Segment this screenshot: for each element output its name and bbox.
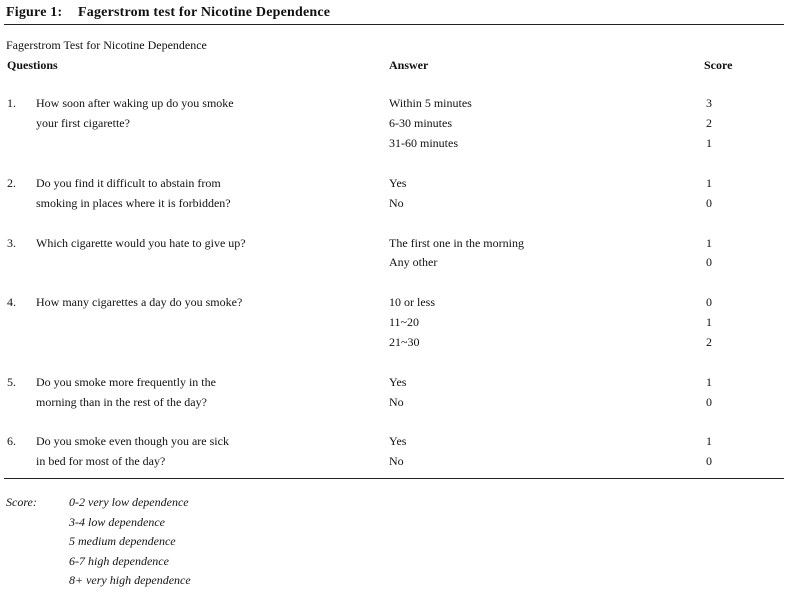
- question-text: [36, 93, 366, 133]
- answer-option: Within 5 minutes: [389, 96, 472, 110]
- answer-score: 2: [706, 335, 712, 349]
- question-text: [36, 292, 366, 312]
- question-text: [36, 431, 366, 471]
- answer-option: 31-60 minutes: [389, 136, 458, 150]
- answer-score: 0: [706, 295, 712, 309]
- question-number: 3.: [7, 236, 16, 250]
- question-line: smoking in places where it is forbidden?: [36, 196, 231, 210]
- question-line: How many cigarettes a day do you smoke?: [36, 295, 243, 309]
- question-text: [36, 372, 366, 412]
- question-line: in bed for most of the day?: [36, 454, 166, 468]
- answer-option: No: [389, 454, 404, 468]
- question-text: [36, 173, 366, 213]
- answer-score: 1: [706, 136, 712, 150]
- answer-option: 6-30 minutes: [389, 116, 452, 130]
- answer-score: 1: [706, 434, 712, 448]
- question-line: Do you find it difficult to abstain from: [36, 176, 221, 190]
- answer-score: 1: [706, 236, 712, 250]
- answer-score: 0: [706, 395, 712, 409]
- question-line: Do you smoke more frequently in the: [36, 375, 216, 389]
- figure-title: [6, 5, 330, 21]
- legend-item: 8+ very high dependence: [69, 573, 191, 587]
- answer-score: 0: [706, 255, 712, 269]
- answer-option: The first one in the morning: [389, 236, 524, 250]
- question-number: 1.: [7, 96, 16, 110]
- answer-score: 0: [706, 454, 712, 468]
- question-number: 5.: [7, 375, 16, 389]
- question-number: 4.: [7, 295, 16, 309]
- table-caption: Fagerstrom Test for Nicotine Dependence: [6, 38, 207, 52]
- answer-option: No: [389, 395, 404, 409]
- header-questions: Questions: [7, 58, 58, 72]
- question-text: [36, 233, 366, 253]
- answer-option: Yes: [389, 375, 407, 389]
- header-answer: Answer: [389, 58, 429, 72]
- question-line: How soon after waking up do you smoke: [36, 96, 234, 110]
- answer-score: 2: [706, 116, 712, 130]
- question-number: 6.: [7, 434, 16, 448]
- bottom-rule: [4, 478, 784, 479]
- answer-score: 3: [706, 96, 712, 110]
- answer-option: 10 or less: [389, 295, 435, 309]
- answer-option: 11~20: [389, 315, 420, 329]
- answer-score: 1: [706, 315, 712, 329]
- answer-option: Yes: [389, 434, 407, 448]
- figure-label: Figure 1:: [6, 5, 63, 20]
- answer-score: 1: [706, 375, 712, 389]
- legend-item: 3-4 low dependence: [69, 515, 165, 529]
- legend-item: 6-7 high dependence: [69, 554, 169, 568]
- answer-score: 1: [706, 176, 712, 190]
- legend-label: Score:: [6, 495, 37, 509]
- top-rule: [4, 24, 784, 25]
- answer-option: 21~30: [389, 335, 420, 349]
- question-line: Do you smoke even though you are sick: [36, 434, 229, 448]
- answer-option: Any other: [389, 255, 438, 269]
- legend-item: 0-2 very low dependence: [69, 495, 189, 509]
- answer-score: 0: [706, 196, 712, 210]
- question-line: morning than in the rest of the day?: [36, 395, 207, 409]
- answer-option: No: [389, 196, 404, 210]
- figure-title-text: Fagerstrom test for Nicotine Dependence: [78, 5, 331, 20]
- legend-item: 5 medium dependence: [69, 534, 176, 548]
- header-score: Score: [704, 58, 733, 72]
- answer-option: Yes: [389, 176, 407, 190]
- question-line: Which cigarette would you hate to give up?: [36, 236, 246, 250]
- question-number: 2.: [7, 176, 16, 190]
- question-line: your first cigarette?: [36, 116, 130, 130]
